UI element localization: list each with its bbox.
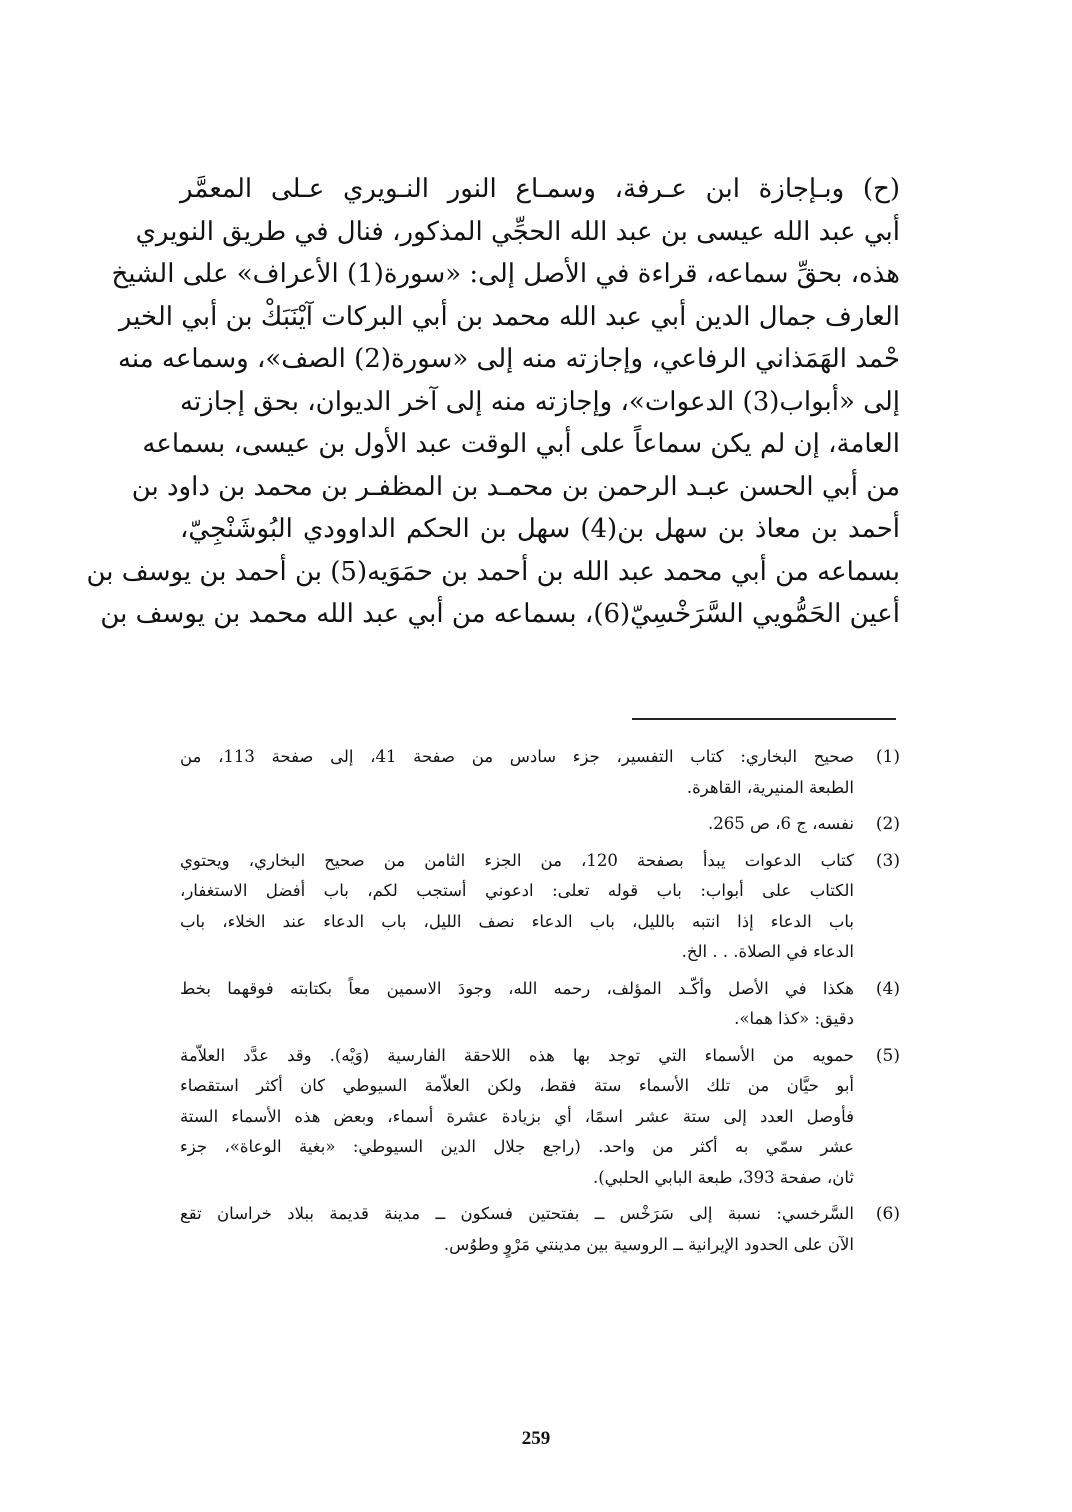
footnote-2 [180,809,900,840]
footnote-line: الدعاء في الصلاة. . . الخ. [681,942,854,961]
page-number: 259 [521,1428,551,1449]
footnote-line: الآن على الحدود الإيرانية ــ الروسية بين مدينتي مَرْوٍ وطوُس. [443,1234,854,1254]
footnote-line: باب الدعاء إذا انتبه بالليل، باب الدعاء نصف الليل، باب الدعاء عند الخلاء، باب [180,911,854,931]
footnote-number: (6) [875,1204,900,1224]
footnote-5 [180,1041,900,1194]
footnote-number: (2) [875,814,900,834]
footnote-line: الكتاب على أبواب: باب قوله تعلى: ادعوني أستجب لكم، باب أفضل الاستغفار، [180,881,854,900]
footnote-body [180,974,854,1035]
footnote-3 [180,846,900,968]
footnote-body [180,1041,854,1194]
main-text-line: أعين الحَمُّويي السَّرَخْسِيّ(6)، بسماعه من أبي عبد الله محمد بن يوسف بن [100,599,900,629]
main-text-line: العامة، إن لم يكن سماعاً على أبي الوقت عبد الأول بن عيسى، بسماعه [142,429,900,459]
footnote-line: أبو حيَّان من تلك الأسماء ستة فقط، ولكن العلاّمة السيوطي كان أكثر استقصاء [180,1076,854,1095]
footnote-number: (4) [875,978,900,999]
footnote-body [180,1199,854,1260]
footnote-4 [180,974,900,1035]
footnote-line: كتاب الدعوات يبدأ بصفحة 120، من الجزء الثامن من صحيح البخاري، ويحتوي [180,850,854,870]
footnote-1 [180,742,900,803]
footnotes-section [180,742,900,1266]
main-text-line: أحمد بن معاذ بن سهل بن(4) سهل بن الحكم الداوودي البُوشَنْجِيّ، [180,514,900,544]
main-text-line: بسماعه من أبي محمد عبد الله بن أحمد بن حمَوَيه(5) بن أحمد بن يوسف بن [86,556,900,587]
footnote-line: صحيح البخاري: كتاب التفسير، جزء سادس من صفحة 41، إلى صفحة 113، من [180,747,855,766]
footnote-body [180,742,854,803]
footnote-line: فأوصل العدد إلى ستة عشر اسمًا، أي بزيادة عشرة أسماء، وبعض هذه الأسماء الستة [180,1106,854,1126]
footnote-line: حمويه من الأسماء التي توجد بها هذه اللاحقة الفارسية (وَيْه). وقد عدَّد العلاّمة [180,1045,854,1065]
footnote-line: نفسه، ج 6، ص 265. [708,814,854,833]
main-text-line: أبي عبد الله عيسى بن عبد الله الحجِّي المذكور، فنال في طريق النويري [135,216,900,247]
footnote-line: عشر سمّي به أكثر من واحد. (راجع جلال الدين السيوطي: «بغية الوعاة»، جزء [180,1137,854,1156]
main-text-line: إلى «أبواب(3) الدعوات»، وإجازته منه إلى آخر الديوان، بحق إجازته [180,386,900,417]
main-text-line: العارف جمال الدين أبي عبد الله محمد بن أبي البركات آيْنَبَكْ بن أبي الخير [118,301,900,332]
main-text-line: من أبي الحسن عبـد الرحمن بن محمـد بن المظفـر بن محمد بن داود بن [131,471,900,502]
footnote-line: هكذا في الأصل وأكّـد المؤلف، رحمه الله، وجودَ الاسمين معاً بكتابته فوقهما بخط [180,978,854,998]
footnote-divider [632,718,896,720]
main-text-line: حْمد الهَمَذاني الرفاعي، وإجازته منه إلى «سورة(2) الصف»، وسماعه منه [117,344,900,374]
footnote-line: الطبعة المنيرية، القاهرة. [686,777,854,797]
footnote-line: ثان، صفحة 393، طبعة البابي الحلبي). [593,1167,854,1187]
main-text-line: هذه، بحقِّ سماعه، قراءة في الأصل إلى: «سورة(1) الأعراف» على الشيخ [111,259,900,289]
footnote-number: (3) [875,850,900,871]
footnote-line: دقيق: «كذا هما». [734,1009,854,1028]
footnote-body [180,809,854,840]
footnote-number: (5) [875,1045,900,1066]
footnote-number: (1) [875,747,900,767]
main-text-line: (ح) وبـإجازة ابن عـرفة، وسمـاع النور النـويري عـلى المعمَّر [180,174,900,204]
footnote-body [180,846,854,968]
main-text-block [86,168,900,636]
footnote-6 [180,1199,900,1260]
footnote-line: السَّرخسي: نسبة إلى سَرَخْس ــ بفتحتين فسكون ــ مدينة قديمة ببلاد خراسان تقع [180,1204,854,1223]
